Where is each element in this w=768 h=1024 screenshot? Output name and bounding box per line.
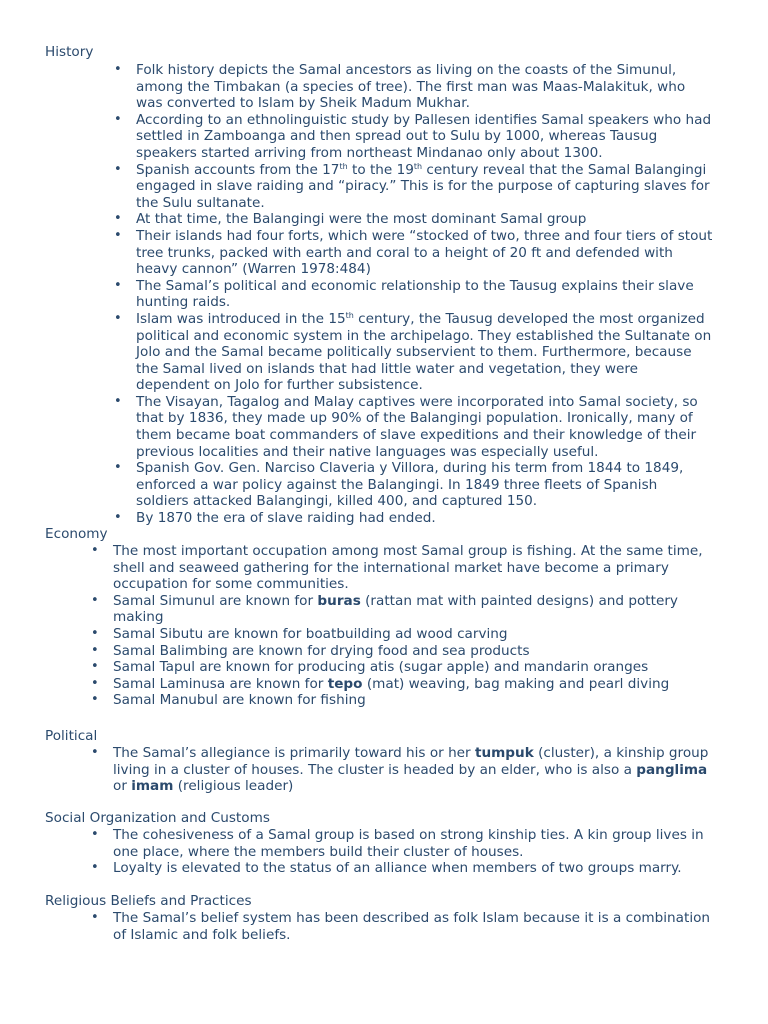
list-item: • Samal Balimbing are known for drying food and sea products (113, 643, 703, 660)
bullet-icon (91, 860, 99, 877)
bullet-icon (114, 62, 122, 79)
list-item: • The most important occupation among most Samal group is fishing. At the same time, shell and seaweed gathering for the international market have become a primary occupation for some communities. (113, 543, 703, 593)
list-item: • The Samal’s belief system has been described as folk Islam because it is a combination of Islamic and folk beliefs. (113, 910, 710, 943)
list-item: • Samal Tapul are known for producing atis (sugar apple) and mandarin oranges (113, 659, 703, 676)
list-item: • Folk history depicts the Samal ancestors as living on the coasts of the Simunul, among the Timbakan (a species of tree). The first man was Maas-Malakituk, who was converted to Islam by Sheik Madum Mukhar. (136, 62, 712, 112)
religious-heading: Religious Beliefs and Practices (45, 893, 252, 909)
bullet-icon (114, 162, 122, 179)
bullet-icon (91, 593, 99, 610)
social-list (113, 827, 704, 877)
political-heading: Political (45, 728, 98, 744)
bullet-icon (91, 745, 99, 762)
history-list (136, 62, 712, 527)
bullet-icon (91, 676, 99, 693)
bullet-icon (114, 228, 122, 245)
religious-list (113, 910, 710, 943)
bullet-icon (91, 626, 99, 643)
bullet-icon (91, 543, 99, 560)
bullet-icon (114, 211, 122, 228)
list-item: • The cohesiveness of a Samal group is based on strong kinship ties. A kin group lives in one place, where the members build their cluster of houses. (113, 827, 704, 860)
list-item: • Spanish Gov. Gen. Narciso Claveria y Villora, during his term from 1844 to 1849, enforced a war policy against the Balangingi. In 1849 three fleets of Spanish soldiers attacked Balangingi, killed 400, and captured 150. (136, 460, 712, 510)
list-item: • According to an ethnolinguistic study by Pallesen identifies Samal speakers who had settled in Zamboanga and then spread out to Sulu by 1000, whereas Tausug speakers started arriving from northeast Mindanao only about 1300. (136, 112, 712, 162)
bullet-icon (114, 311, 122, 328)
history-heading: History (45, 44, 94, 60)
bullet-icon (91, 827, 99, 844)
bullet-icon (114, 460, 122, 477)
list-item: • The Samal’s allegiance is primarily toward his or her tumpuk (cluster), a kinship group living in a cluster of houses. The cluster is headed by an elder, who is also a panglima or imam (religious leader) (113, 745, 708, 795)
list-item: • By 1870 the era of slave raiding had ended. (136, 510, 712, 527)
list-item: • Their islands had four forts, which were “stocked of two, three and four tiers of stout tree trunks, packed with earth and coral to a height of 20 ft and defended with heavy cannon” (Warren 1978:484) (136, 228, 712, 278)
economy-heading: Economy (45, 526, 108, 542)
list-item: • Samal Sibutu are known for boatbuilding ad wood carving (113, 626, 703, 643)
bullet-icon (114, 112, 122, 129)
bullet-icon (91, 643, 99, 660)
list-item: • At that time, the Balangingi were the most dominant Samal group (136, 211, 712, 228)
list-item: • Samal Manubul are known for fishing (113, 692, 703, 709)
social-heading: Social Organization and Customs (45, 810, 270, 826)
list-item: • The Visayan, Tagalog and Malay captives were incorporated into Samal society, so that by 1836, they made up 90% of the Balangingi population. Ironically, many of them became boat commanders of slave expeditions and their knowledge of their previous localities and their native languages was especially useful. (136, 394, 712, 460)
list-item: • Spanish accounts from the 17th to the 19th century reveal that the Samal Balangingi engaged in slave raiding and “piracy.” This is for the purpose of capturing slaves for the Sulu sultanate. (136, 162, 712, 212)
list-item: • Loyalty is elevated to the status of an alliance when members of two groups marry. (113, 860, 704, 877)
list-item: • Samal Simunul are known for buras (rattan mat with painted designs) and pottery making (113, 593, 703, 626)
bullet-icon (114, 394, 122, 411)
bullet-icon (91, 910, 99, 927)
bullet-icon (91, 692, 99, 709)
political-list (113, 745, 708, 795)
economy-list (113, 543, 703, 709)
list-item: • Islam was introduced in the 15th century, the Tausug developed the most organized political and economic system in the archipelago. They established the Sultanate on Jolo and the Samal became politically subservient to them. Furthermore, because the Samal lived on islands that had little water and vegetation, they were dependent on Jolo for further subsistence. (136, 311, 712, 394)
list-item: • The Samal’s political and economic relationship to the Tausug explains their slave hunting raids. (136, 278, 712, 311)
list-item: • Samal Laminusa are known for tepo (mat) weaving, bag making and pearl diving (113, 676, 703, 693)
bullet-icon (91, 659, 99, 676)
bullet-icon (114, 510, 122, 527)
bullet-icon (114, 278, 122, 295)
